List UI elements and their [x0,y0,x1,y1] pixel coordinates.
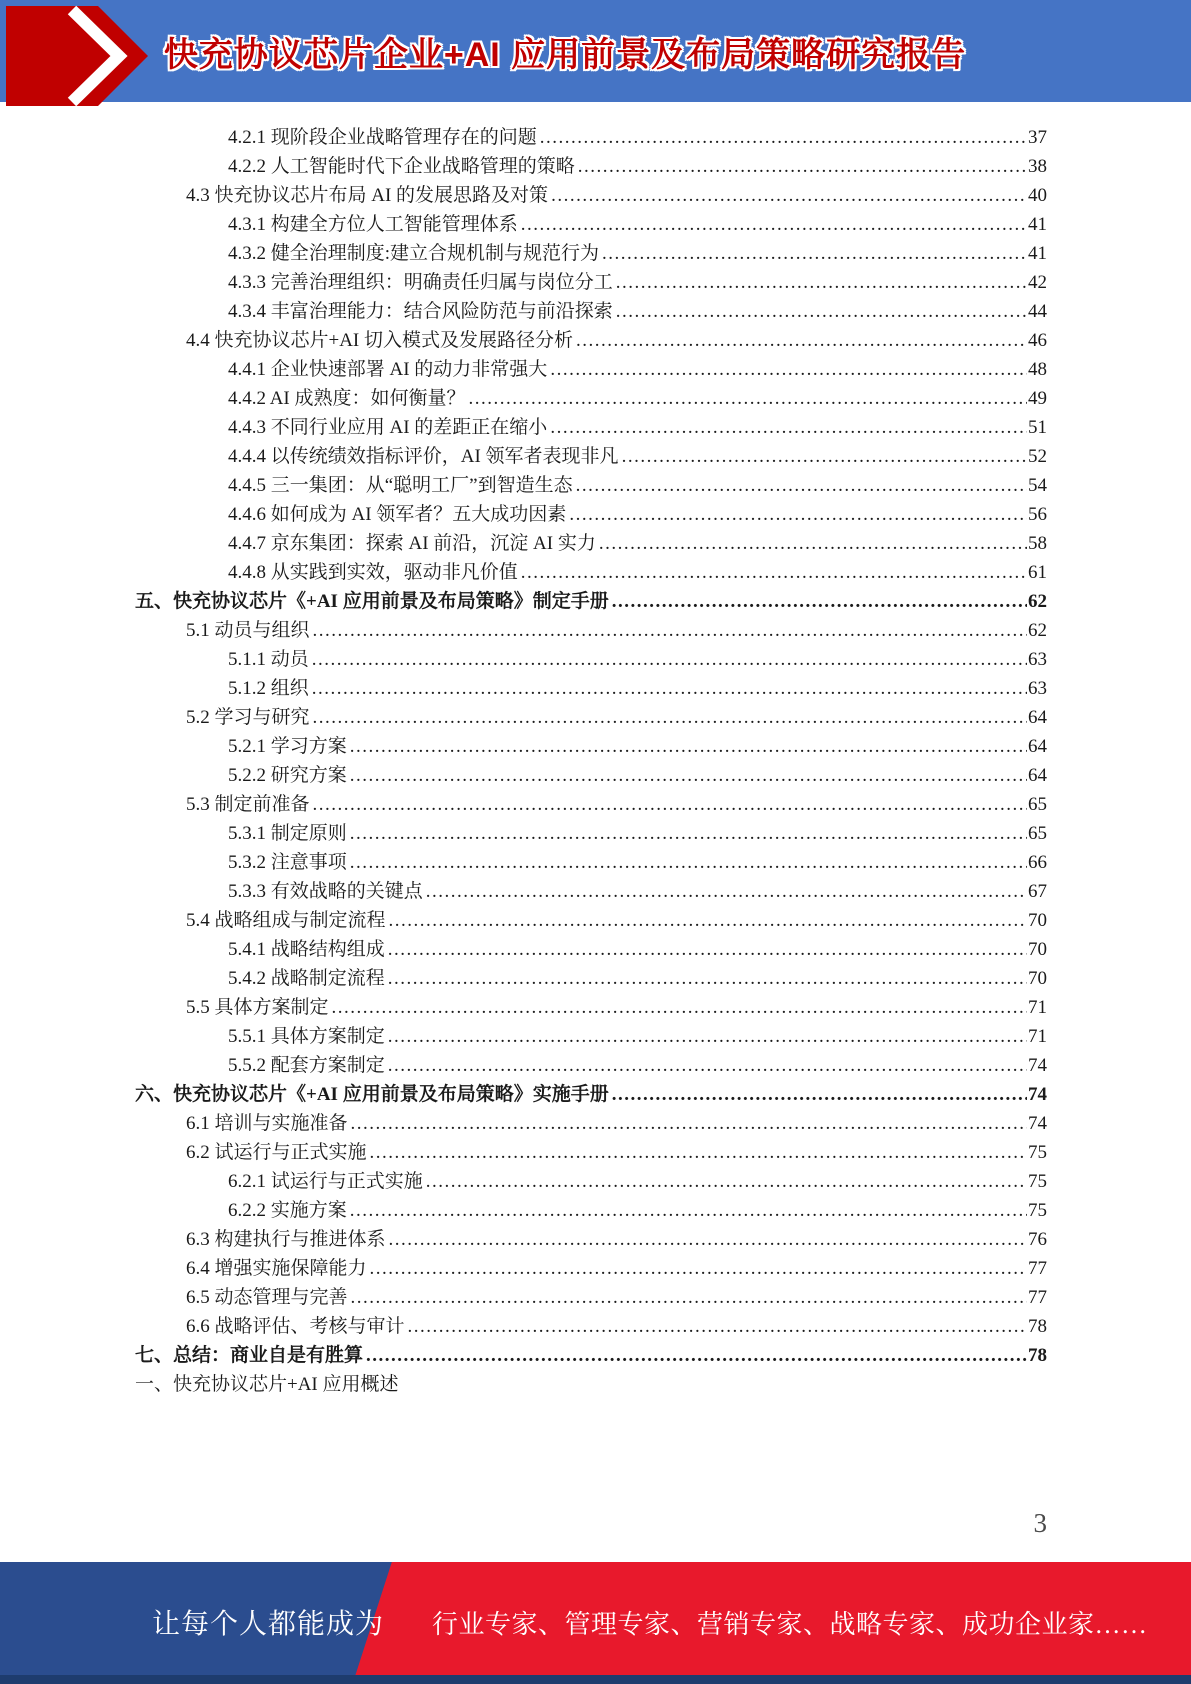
toc-entry-page-number: 49 [1028,388,1047,409]
toc-entry-page-number: 75 [1028,1142,1047,1163]
toc-entry[interactable] [135,500,1047,529]
toc-entry-label: 4.4.4 以传统绩效指标评价，AI 领军者表现非凡 [228,446,619,467]
toc-entry-page-number: 41 [1028,214,1047,235]
toc-entry[interactable] [135,819,1047,848]
toc-dot-leader [370,1254,1027,1283]
toc-entry[interactable] [135,732,1047,761]
toc-entry[interactable] [135,1196,1047,1225]
toc-dot-leader [332,993,1027,1022]
toc-entry[interactable] [135,790,1047,819]
toc-entry-label: 5.1.1 动员 [228,649,309,670]
toc-dot-leader [370,1138,1027,1167]
toc-dot-leader [351,1109,1027,1138]
toc-dot-leader [622,442,1027,471]
toc-entry[interactable] [135,761,1047,790]
toc-entry-page-number: 70 [1028,968,1047,989]
toc-dot-leader [599,529,1027,558]
toc-entry-label: 6.5 动态管理与完善 [186,1287,348,1308]
toc-entry[interactable] [135,906,1047,935]
toc-entry-page-number: 42 [1028,272,1047,293]
toc-entry-page-number: 62 [1028,620,1047,641]
toc-entry[interactable] [135,877,1047,906]
toc-entry-page-number: 67 [1028,881,1047,902]
toc-entry[interactable] [135,587,1047,616]
toc-entry-page-number: 41 [1028,243,1047,264]
toc-entry-page-number: 37 [1028,127,1047,148]
toc-entry[interactable] [135,152,1047,181]
toc-entry[interactable] [135,1225,1047,1254]
toc-dot-leader [350,1196,1027,1225]
toc-dot-leader [408,1312,1027,1341]
toc-entry[interactable] [135,471,1047,500]
toc-entry-page-number: 63 [1028,649,1047,670]
toc-dot-leader [388,1051,1027,1080]
toc-entry-label: 5.2 学习与研究 [186,707,310,728]
toc-entry[interactable] [135,413,1047,442]
toc-entry[interactable] [135,297,1047,326]
toc-entry-label: 5.5.1 具体方案制定 [228,1026,385,1047]
toc-entry-page-number: 46 [1028,330,1047,351]
toc-dot-leader [351,1283,1027,1312]
toc-entry-page-number: 64 [1028,736,1047,757]
toc-entry-label: 5.4.1 战略结构组成 [228,939,385,960]
toc-entry-label: 4.3.2 健全治理制度:建立合规机制与规范行为 [228,243,600,264]
toc-dot-leader [312,645,1027,674]
toc-entry-page-number: 77 [1028,1287,1047,1308]
toc-entry-page-number: 65 [1028,823,1047,844]
toc-entry-label: 6.1 培训与实施准备 [186,1113,348,1134]
toc-dot-leader [576,471,1027,500]
toc-entry-label: 6.2 试运行与正式实施 [186,1142,367,1163]
toc-dot-leader [389,906,1027,935]
toc-entry-page-number: 77 [1028,1258,1047,1279]
toc-entry-page-number: 74 [1028,1113,1047,1134]
table-of-contents [135,123,1047,1399]
toc-entry[interactable] [135,558,1047,587]
toc-entry-page-number: 44 [1028,301,1047,322]
toc-entry-label: 4.2.2 人工智能时代下企业战略管理的策略 [228,156,575,177]
toc-dot-leader [313,790,1027,819]
toc-entry-label: 6.3 构建执行与推进体系 [186,1229,386,1250]
toc-entry-label: 4.4.1 企业快速部署 AI 的动力非常强大 [228,359,548,380]
toc-dot-leader [550,413,1027,442]
toc-entry[interactable] [135,1370,1047,1399]
toc-entry-page-number: 71 [1028,997,1047,1018]
toc-dot-leader [388,1022,1027,1051]
toc-dot-leader [350,732,1027,761]
toc-entry[interactable] [135,1167,1047,1196]
toc-entry[interactable] [135,616,1047,645]
toc-entry[interactable] [135,964,1047,993]
toc-entry-page-number: 70 [1028,939,1047,960]
toc-entry-label: 4.3.4 丰富治理能力：结合风险防范与前沿探索 [228,301,613,322]
toc-entry-label: 5.3 制定前准备 [186,794,310,815]
toc-entry[interactable] [135,645,1047,674]
toc-dot-leader [388,935,1027,964]
toc-entry-page-number: 38 [1028,156,1047,177]
toc-entry[interactable] [135,1283,1047,1312]
toc-entry-label: 6.2.2 实施方案 [228,1200,347,1221]
toc-dot-leader [612,587,1027,616]
toc-dot-leader [602,239,1027,268]
toc-entry[interactable] [135,355,1047,384]
toc-entry-label: 五、快充协议芯片《+AI 应用前景及布局策略》制定手册 [135,591,609,612]
page-footer [0,1562,1191,1684]
toc-entry-page-number: 65 [1028,794,1047,815]
toc-dot-leader [521,210,1027,239]
toc-entry[interactable] [135,1109,1047,1138]
toc-entry-page-number: 51 [1028,417,1047,438]
toc-entry[interactable] [135,674,1047,703]
toc-entry[interactable] [135,1051,1047,1080]
toc-dot-leader [426,877,1027,906]
toc-entry-label: 5.1 动员与组织 [186,620,310,641]
toc-entry-label: 5.5.2 配套方案制定 [228,1055,385,1076]
toc-entry-label: 5.1.2 组织 [228,678,309,699]
toc-entry-label: 5.3.2 注意事项 [228,852,347,873]
toc-entry-label: 5.2.1 学习方案 [228,736,347,757]
toc-entry-page-number: 70 [1028,910,1047,931]
toc-entry-label: 4.4.5 三一集团：从“聪明工厂”到智造生态 [228,475,573,496]
toc-rows [135,123,1047,1399]
toc-entry-page-number: 64 [1028,765,1047,786]
toc-entry-label: 5.5 具体方案制定 [186,997,329,1018]
toc-dot-leader [313,616,1027,645]
toc-entry[interactable] [135,239,1047,268]
toc-dot-leader [388,964,1027,993]
toc-entry-page-number: 75 [1028,1171,1047,1192]
toc-entry-page-number: 76 [1028,1229,1047,1250]
footer-bottom-strip [0,1675,1191,1684]
toc-entry-page-number: 63 [1028,678,1047,699]
toc-entry-label: 六、快充协议芯片《+AI 应用前景及布局策略》实施手册 [135,1084,609,1105]
toc-dot-leader [350,848,1027,877]
footer-slogan-left: 让每个人都能成为 [152,1609,385,1640]
toc-entry-page-number: 62 [1028,591,1047,612]
toc-entry-page-number: 48 [1028,359,1047,380]
toc-entry-label: 5.3.1 制定原则 [228,823,347,844]
toc-entry-page-number: 74 [1028,1084,1047,1105]
toc-entry-page-number: 78 [1028,1316,1047,1337]
toc-dot-leader [612,1080,1027,1109]
toc-entry-label: 6.4 增强实施保障能力 [186,1258,367,1279]
toc-entry[interactable] [135,703,1047,732]
toc-dot-leader [576,326,1027,355]
toc-entry-label: 4.4.6 如何成为 AI 领军者？五大成功因素 [228,504,567,525]
toc-entry-label: 6.2.1 试运行与正式实施 [228,1171,423,1192]
toc-entry[interactable] [135,326,1047,355]
toc-entry-page-number: 74 [1028,1055,1047,1076]
toc-dot-leader [350,761,1027,790]
toc-entry[interactable] [135,529,1047,558]
toc-dot-leader [569,500,1027,529]
toc-dot-leader [540,123,1027,152]
toc-entry[interactable] [135,1254,1047,1283]
toc-entry-page-number: 52 [1028,446,1047,467]
toc-entry-label: 5.4 战略组成与制定流程 [186,910,386,931]
toc-entry-page-number: 78 [1028,1345,1047,1366]
page-number: 3 [1033,1508,1047,1538]
toc-entry-page-number: 58 [1028,533,1047,554]
footer-slogan-right: 行业专家、管理专家、营销专家、战略专家、成功企业家…… [432,1610,1148,1639]
toc-entry-page-number: 66 [1028,852,1047,873]
toc-entry[interactable] [135,268,1047,297]
toc-entry[interactable] [135,1312,1047,1341]
toc-entry-label: 5.4.2 战略制定流程 [228,968,385,989]
toc-entry-label: 4.4.2 AI 成熟度：如何衡量？ [228,388,466,409]
report-title: 快充协议芯片企业+AI 应用前景及布局策略研究报告 [163,35,967,74]
toc-entry[interactable] [135,993,1047,1022]
toc-dot-leader [550,355,1027,384]
toc-dot-leader [313,703,1027,732]
toc-dot-leader [312,674,1027,703]
toc-entry-page-number: 75 [1028,1200,1047,1221]
toc-entry-label: 4.2.1 现阶段企业战略管理存在的问题 [228,127,537,148]
toc-entry[interactable] [135,442,1047,471]
toc-entry[interactable] [135,1022,1047,1051]
toc-entry-label: 一、快充协议芯片+AI 应用概述 [135,1374,399,1395]
toc-entry-label: 6.6 战略评估、考核与审计 [186,1316,405,1337]
toc-entry-page-number: 40 [1028,185,1047,206]
toc-entry-label: 4.4.3 不同行业应用 AI 的差距正在缩小 [228,417,548,438]
toc-entry[interactable] [135,1138,1047,1167]
toc-entry-label: 4.4 快充协议芯片+AI 切入模式及发展路径分析 [186,330,574,351]
toc-entry-page-number: 71 [1028,1026,1047,1047]
toc-dot-leader [389,1225,1027,1254]
toc-dot-leader [350,819,1027,848]
toc-entry[interactable] [135,1341,1047,1370]
toc-entry-label: 4.3.1 构建全方位人工智能管理体系 [228,214,518,235]
toc-entry[interactable] [135,123,1047,152]
toc-entry[interactable] [135,848,1047,877]
toc-dot-leader [551,181,1027,210]
toc-dot-leader [366,1341,1027,1370]
toc-entry-page-number: 54 [1028,475,1047,496]
toc-entry[interactable] [135,181,1047,210]
toc-dot-leader [578,152,1027,181]
toc-entry-page-number: 61 [1028,562,1047,583]
toc-dot-leader [616,268,1027,297]
toc-dot-leader [469,384,1027,413]
toc-entry-label: 4.4.8 从实践到实效，驱动非凡价值 [228,562,518,583]
toc-entry[interactable] [135,1080,1047,1109]
toc-entry-label: 5.2.2 研究方案 [228,765,347,786]
toc-entry[interactable] [135,384,1047,413]
toc-entry-page-number: 64 [1028,707,1047,728]
toc-entry-label: 5.3.3 有效战略的关键点 [228,881,423,902]
toc-entry-label: 七、总结：商业自是有胜算 [135,1345,364,1366]
toc-entry-label: 4.4.7 京东集团：探索 AI 前沿，沉淀 AI 实力 [228,533,596,554]
toc-entry-label: 4.3.3 完善治理组织：明确责任归属与岗位分工 [228,272,613,293]
toc-entry[interactable] [135,210,1047,239]
toc-entry[interactable] [135,935,1047,964]
toc-dot-leader [616,297,1027,326]
toc-entry-label: 4.3 快充协议芯片布局 AI 的发展思路及对策 [186,185,549,206]
toc-dot-leader [426,1167,1027,1196]
toc-entry-page-number: 56 [1028,504,1047,525]
page-header-banner [0,0,1191,102]
toc-dot-leader [521,558,1027,587]
